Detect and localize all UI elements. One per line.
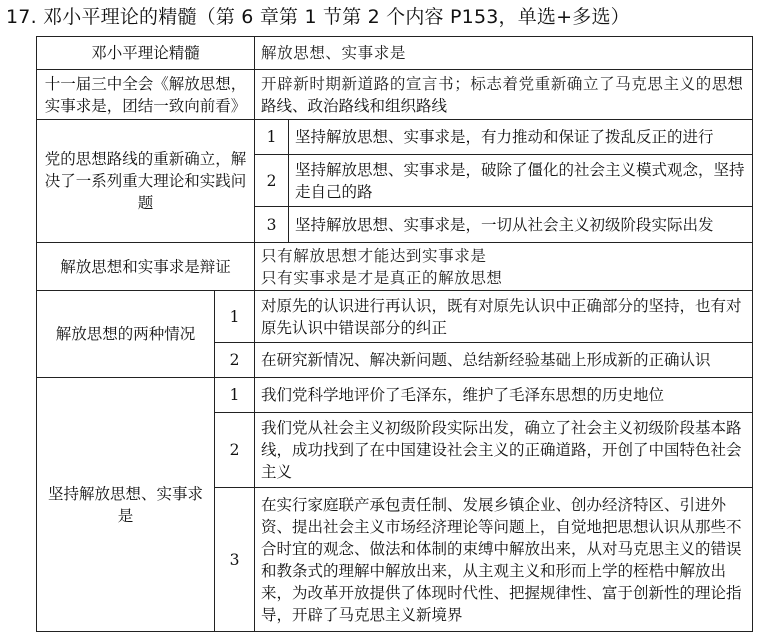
essence-label: 邓小平理论精髓 bbox=[37, 37, 255, 70]
plenum-value bbox=[255, 70, 753, 120]
dialectic-value bbox=[255, 243, 753, 291]
ideological-line-text-1: 坚持解放思想、实事求是，有力推动和保证了拨乱反正的进行 bbox=[289, 120, 753, 155]
plenum-label: 十一届三中全会《解放思想，实事求是，团结一致向前看》 bbox=[37, 70, 255, 120]
ideological-line-text-3: 坚持解放思想、实事求是，一切从社会主义初级阶段实际出发 bbox=[289, 207, 753, 243]
dialectic-line-2: 只有实事求是才是真正的解放思想 bbox=[261, 268, 503, 287]
ideological-line-num-3: 3 bbox=[255, 207, 289, 243]
adhere-text-2: 我们党从社会主义初级阶段实际出发，确立了社会主义初级阶段基本路线，成功找到了在中国建设社会主义的正确道路，开创了中国特色社会主义 bbox=[255, 413, 753, 488]
page-title: 17. 邓小平理论的精髓（第 6 章第 1 节第 2 个内容 P153，单选+多选） bbox=[6, 6, 630, 28]
plenum-value-handwritten: 开辟新时期新道路的宣言书；标志着党重新确立了马克思主义的 bbox=[261, 74, 712, 93]
two-situations-num-1: 1 bbox=[215, 291, 255, 343]
adhere-text-3: 在实行家庭联产承包责任制、发展乡镇企业、创办经济特区、引进外资、提出社会主义市场经济理论等问题上，自觉地把思想认识从那些不合时宜的观念、做法和体制的束缚中解放出来，从对马克思主义的错误和教条式的理解中解放出来，从主观主义和形而上学的桎梏中解放出来，为改革开放提供了体现时代性、把握规律性、富于创新性的理论指导，开辟了马克思主义新境界 bbox=[255, 488, 753, 632]
ideological-line-label: 党的思想路线的重新确立，解决了一系列重大理论和实践问题 bbox=[37, 120, 255, 243]
plenum-value-printed: 思想路线、政治路线和组织路线 bbox=[261, 74, 743, 115]
row-adhere-1 bbox=[37, 378, 753, 413]
adhere-num-1: 1 bbox=[215, 378, 255, 413]
ideological-line-text-2: 坚持解放思想、实事求是，破除了僵化的社会主义模式观念，坚持走自己的路 bbox=[289, 155, 753, 207]
essence-value: 解放思想、实事求是 bbox=[255, 37, 753, 70]
row-plenum bbox=[37, 70, 753, 120]
two-situations-text-2: 在研究新情况、解决新问题、总结新经验基础上形成新的正确认识 bbox=[255, 343, 753, 378]
row-essence bbox=[37, 37, 753, 70]
two-situations-num-2: 2 bbox=[215, 343, 255, 378]
dialectic-label: 解放思想和实事求是辩证 bbox=[37, 243, 255, 291]
ideological-line-num-2: 2 bbox=[255, 155, 289, 207]
adhere-text-1: 我们党科学地评价了毛泽东，维护了毛泽东思想的历史地位 bbox=[255, 378, 753, 413]
two-situations-label: 解放思想的两种情况 bbox=[37, 291, 215, 378]
two-situations-text-1: 对原先的认识进行再认识，既有对原先认识中正确部分的坚持，也有对原先认识中错误部分的纠正 bbox=[255, 291, 753, 343]
adhere-num-2: 2 bbox=[215, 413, 255, 488]
dialectic-line-1: 只有解放思想才能达到实事求是 bbox=[261, 246, 487, 265]
adhere-num-3: 3 bbox=[215, 488, 255, 632]
ideological-line-num-1: 1 bbox=[255, 120, 289, 155]
row-dialectic bbox=[37, 243, 753, 291]
row-line-1 bbox=[37, 120, 753, 155]
adhere-label: 坚持解放思想、实事求是 bbox=[37, 378, 215, 632]
summary-table bbox=[36, 36, 753, 632]
row-situation-1 bbox=[37, 291, 753, 343]
